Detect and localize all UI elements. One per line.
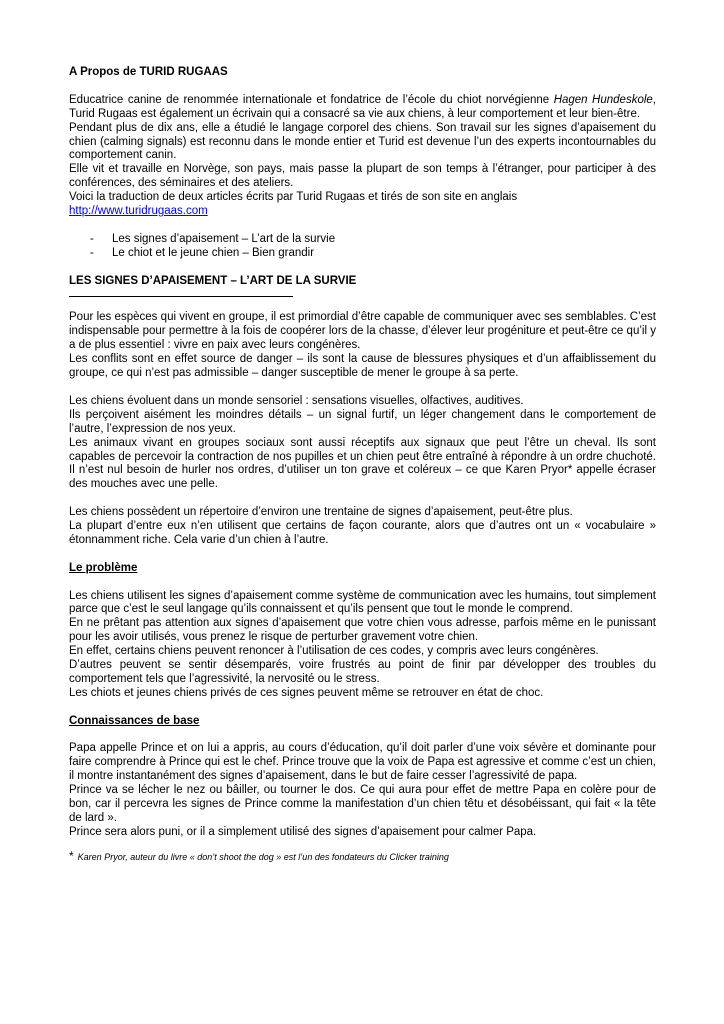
paragraph: Pour les espèces qui vivent en groupe, il est primordial d’être capable de communiquer avec ses semblables. C’est indispensable pour permettre à la fois de coopérer lors de la chasse, d’élever leur progéniture et peut-être ce qu’il y a de plus essentiel : vivre en paix avec leurs congénères. — [69, 311, 656, 352]
paragraph: D’autres peuvent se sentir désemparés, voire frustrés au point de finir par développer des troubles du comportement tels que l’agressivité, la nervosité ou le stress. — [69, 659, 656, 685]
website-link-line — [69, 205, 656, 219]
paragraph: La plupart d’entre eux n’en utilisent que certains de façon courante, alors que d’autres ont un « vocabulaire » étonnamment riche. Cela varie d’un chien à l’autre. — [69, 520, 656, 546]
paragraph: Papa appelle Prince et on lui a appris, au cours d’éducation, qu’il doit parler d’une voix sévère et dominante pour faire comprendre à Prince qui est le chef. Prince trouve que la voix de Papa est agressive et comme c’est un chien, il montre instantanément des signes d’apaisement, dans le but de faire cesser l’agressivité de papa. — [69, 742, 656, 783]
paragraph: Les chiens évoluent dans un monde sensoriel : sensations visuelles, olfactives, auditives. — [69, 394, 524, 407]
about-paragraph-3: Elle vit et travaille en Norvège, son pays, mais passe la plupart de son temps à l’étranger, pour participer à des conférences, des séminaires et des ateliers. — [69, 163, 656, 190]
basics-heading-line — [69, 715, 656, 729]
paragraph: Les animaux vivant en groupes sociaux sont aussi réceptifs aux signaux que peut l’être un cheval. Ils sont capables de percevoir la contraction de nos pupilles et un chien peut être entraîné à répondre à un ordre chuchoté. Il n’est nul besoin de hurler nos ordres, d’utiliser un ton grave et coléreux – ce que Karen Pryor* appelle écraser des mouches avec une pelle. — [69, 436, 656, 491]
footnote-star: * — [69, 848, 74, 863]
website-link[interactable]: http://www.turidrugaas.com — [69, 205, 208, 218]
paragraph: Prince sera alors puni, or il a simplement utilisé des signes d’apaisement pour calmer Papa. — [69, 825, 537, 838]
basics-heading: Connaissances de base — [69, 714, 200, 727]
footnote-text: Karen Pryor, auteur du livre « don’t shoot the dog » est l’un des fondateurs du Clicker training — [77, 851, 449, 862]
about-paragraph-1: Educatrice canine de renommée internationale et fondatrice de l’école du chiot norvégienne Hagen Hundeskole, Turid Rugaas est également un écrivain qui a consacré sa vie aux chiens, à leur comportement et leur bien-être. — [69, 93, 656, 120]
about-title: A Propos de TURID RUGAAS — [69, 66, 228, 78]
title-separator — [69, 288, 293, 297]
paragraph: Les chiots et jeunes chiens privés de ces signes peuvent même se retrouver en état de choc. — [69, 686, 544, 699]
document-page — [69, 66, 656, 872]
about-paragraph-4: Voici la traduction de deux articles écrits par Turid Rugaas et tirés de son site en anglais — [69, 191, 518, 204]
articles-list — [69, 233, 656, 261]
paragraph: Prince va se lécher le nez ou bâiller, ou tourner le dos. Ce qui aura pour effet de mettre Papa en colère pour de bon, car il percevra les signes de Prince comme la manifestation d’un chien têtu et désobéissant, qui fait « la tête de lard ». — [69, 784, 656, 824]
footnote — [69, 850, 656, 863]
list-item: - Le chiot et le jeune chien – Bien grandir — [90, 247, 656, 261]
about-paragraph-2: Pendant plus de dix ans, elle a étudié le langage corporel des chiens. Son travail sur les signes d’apaisement du chien (calming signals) est reconnu dans le monde entier et Turid est devenue l’un des experts incontournables du comportement canin. — [69, 121, 656, 162]
list-item: - Les signes d’apaisement – L’art de la survie — [90, 233, 656, 247]
article-title: LES SIGNES D’APAISEMENT – L’ART DE LA SURVIE — [69, 274, 357, 287]
paragraph: Les chiens possèdent un répertoire d’environ une trentaine de signes d’apaisement, peut-être plus. — [69, 506, 573, 519]
paragraph: En effet, certains chiens peuvent renoncer à l’utilisation de ces codes, y compris avec leurs congénères. — [69, 645, 599, 658]
problem-heading: Le problème — [69, 561, 138, 574]
paragraph: Les conflits sont en effet source de danger – ils sont la cause de blessures physiques et d’un affaiblissement du groupe, ce qui n’est pas admissible – danger susceptible de mener le groupe à sa perte. — [69, 353, 656, 380]
paragraph: Les chiens utilisent les signes d’apaisement comme système de communication avec les humains, tout simplement parce que c’est le seul langage qu’ils connaissent et qu’ils pensent que tout le monde le comprend. — [69, 589, 656, 616]
paragraph: En ne prêtant pas attention aux signes d’apaisement que votre chien vous adresse, parfois même en le punissant pour les avoir utilisés, vous prenez le risque de perturber gravement votre chien. — [69, 617, 656, 644]
problem-heading-line — [69, 562, 656, 576]
paragraph: Ils perçoivent aisément les moindres détails – un signal furtif, un léger changement dans le comportement de l’autre, l’expression de nos yeux. — [69, 408, 656, 435]
